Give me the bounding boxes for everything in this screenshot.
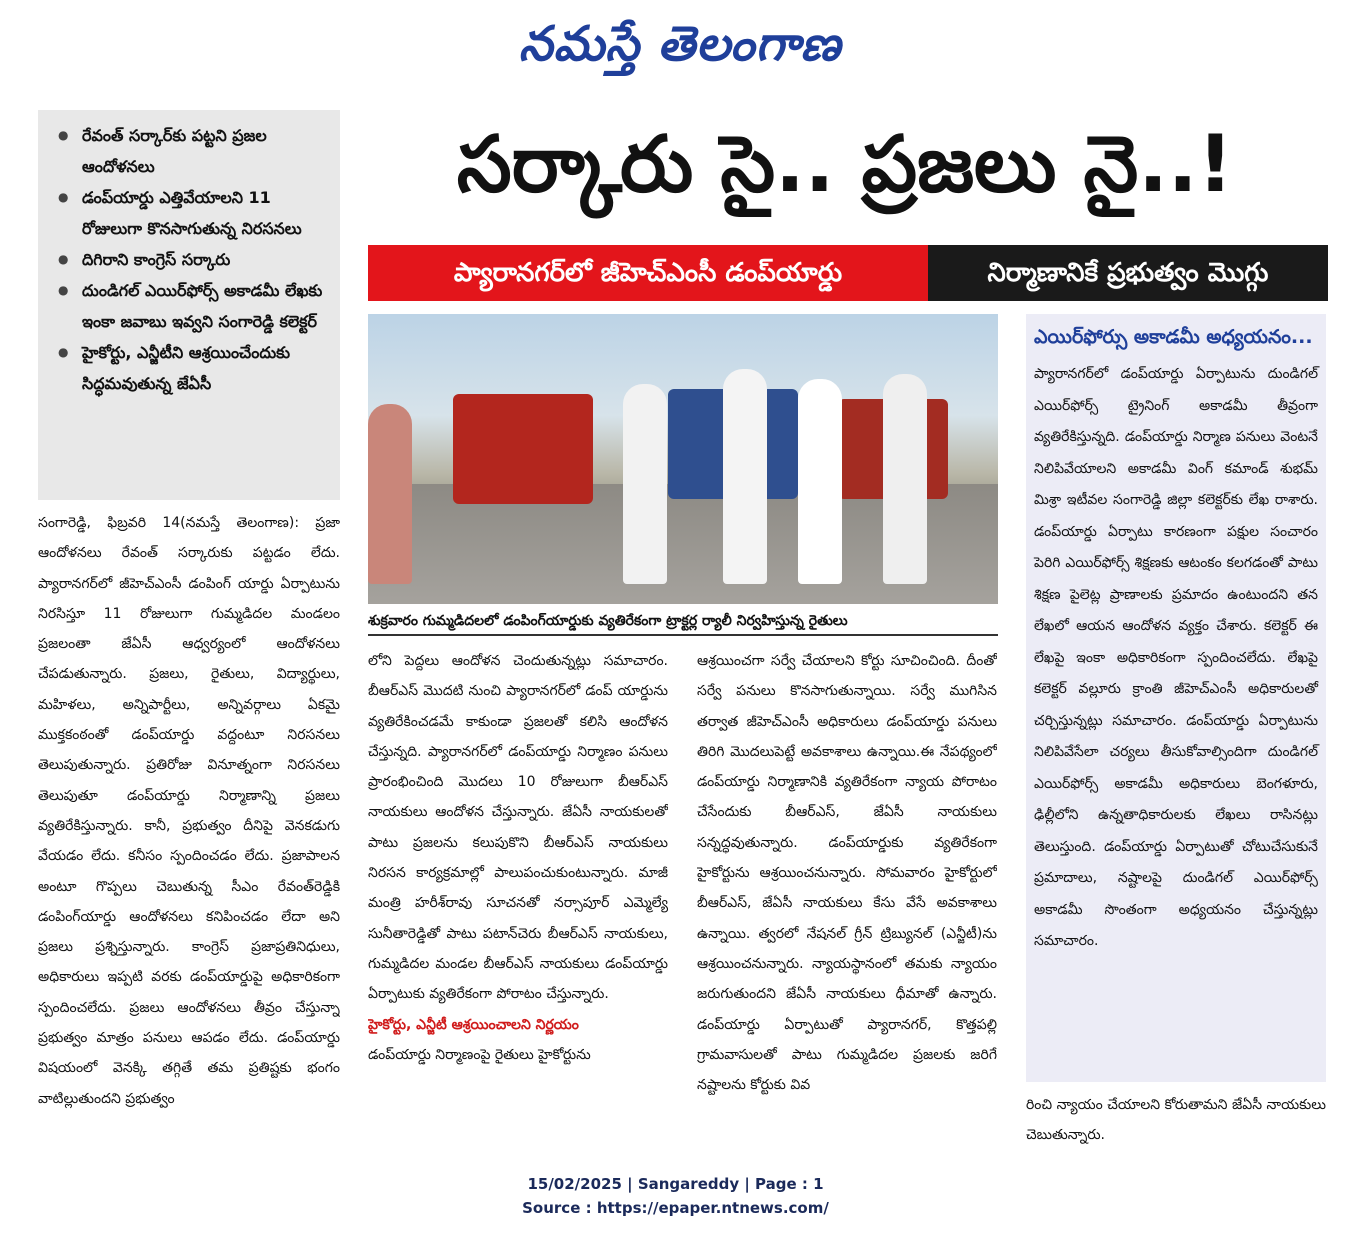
highlight-item: ● హైకోర్టు, ఎన్జీటీని ఆశ్రయించేందుకు సిద్ధమవుతున్న జేఏసీ bbox=[52, 337, 332, 399]
subheadline-banner bbox=[368, 245, 1328, 301]
subheadline-black: నిర్మాణానికే ప్రభుత్వం మొగ్గు bbox=[928, 245, 1328, 301]
sidebar-body: ప్యారానగర్‌లో డంప్‌యార్డు ఏర్పాటును దుండిగల్ ఎయిర్‌ఫోర్స్ ట్రైనింగ్ అకాడమీ తీవ్రంగా వ్యతిరేకిస్తున్నది. డంప్‌యార్డు నిర్మాణ పనులు వెంటనే నిలిపివేయాలని అకాడమీ వింగ్ కమాండ్ శుభమ్ మిశ్రా ఇటీవల సంగారెడ్డి జిల్లా కలెక్టర్‌కు లేఖ రాశారు. డంప్‌యార్డు ఏర్పాటు కారణంగా పక్షుల సంచారం పెరిగి ఎయిర్‌ఫోర్స్ శిక్షణకు ఆటంకం కలగడంతో పాటు శిక్షణ పైలెట్ల ప్రాణాలకు ప్రమాదం ఉంటుందని తన లేఖలో ఆయన ఆందోళన వ్యక్తం చేశారు. కలెక్టర్ ఈ లేఖపై ఇంకా అధికారికంగా స్పందించలేదు. లేఖపై కలెక్టర్ వల్లూరు క్రాంతి జీహెచ్‌ఎంసీ అధికారులతో చర్చిస్తున్నట్లు సమాచారం. డంప్‌యార్డు ఏర్పాటును నిలిపివేసేలా చర్యలు తీసుకోవాల్సిందిగా దుండిగల్ ఎయిర్‌ఫోర్స్ అకాడమీ అధికారులు బెంగళూరు, ఢిల్లీలోని ఉన్నతాధికారులకు లేఖలు రాసినట్లు తెలుస్తుంది. డంప్‌యార్డు ఏర్పాటుతో చోటుచేసుకునే ప్రమాదాలు, నష్టాలపై దుండిగల్ ఎయిర్‌ఫోర్స్ అకాడమీ సొంతంగా అధ్యయనం చేస్తున్నట్లు సమాచారం. bbox=[1034, 366, 1318, 949]
highlight-item: ● రేవంత్ సర్కార్‌కు పట్టని ప్రజల ఆందోళనలు bbox=[52, 120, 332, 182]
article-column-1: సంగారెడ్డి, ఫిబ్రవరి 14(నమస్తే తెలంగాణ): ప్రజా ఆందోళనలు రేవంత్ సర్కారుకు పట్టడం లేదు. ప్యారానగర్‌లో జీహెచ్‌ఎంసీ డంపింగ్ యార్డు ఏర్పాటును నిరసిస్తూ 11 రోజులుగా గుమ్మడిదల మండలం ప్రజలంతా జేఏసీ ఆధ్వర్యంలో ఆందోళనలు చేపడుతున్నారు. ప్రజలు, రైతులు, విద్యార్థులు, మహిళలు, అన్నిపార్టీలు, అన్నివర్గాలు ఏకమై ముక్తకంఠంతో డంప్‌యార్డు వద్దంటూ నిరసనలు తెలుపుతున్నారు. ప్రతిరోజు వినూత్నంగా నిరసనలు తెలుపుతూ డంప్‌యార్డు నిర్మాణాన్ని ప్రజలు వ్యతిరేకిస్తున్నారు. కానీ, ప్రభుత్వం దీనిపై వెనకడుగు వేయడం లేదు. కనీసం స్పందించడం లేదు. ప్రజాపాలన అంటూ గొప్పలు చెబుతున్న సీఎం రేవంత్‌రెడ్డికి డంపింగ్‌యార్డు ఆందోళనలు కనిపించడం లేదా అని ప్రజలు ప్రశ్నిస్తున్నారు. కాంగ్రెస్ ప్రజాప్రతినిధులు, అధికారులు ఇప్పటి వరకు డంప్‌యార్డుపై అధికారికంగా స్పందించలేదు. ప్రజలు ఆందోళనలు తీవ్రం చేస్తున్నా ప్రభుత్వం మాత్రం పనులు ఆపడం లేదు. డంప్‌యార్డు విషయంలో వెనక్కి తగ్గితే తమ ప్రతిష్టకు భంగం వాటిల్లుతుందని ప్రభుత్వం bbox=[38, 515, 340, 1107]
sidebar-title: ఎయిర్‌ఫోర్సు అకాడమీ అధ్యయనం... bbox=[1034, 326, 1313, 348]
footer-source-link[interactable]: Source : https://epaper.ntnews.com/ bbox=[522, 1199, 829, 1217]
article-column-2-tail: డంప్‌యార్డు నిర్మాణంపై రైతులు హైకోర్టును bbox=[368, 1046, 591, 1063]
article-column-4: రించి న్యాయం చేయాలని కోరుతామని జేఏసీ నాయకులు చెబుతున్నారు. bbox=[1026, 1097, 1326, 1144]
article-column-3: ఆశ్రయించగా సర్వే చేయాలని కోర్టు సూచించింది. దీంతో సర్వే పనులు కొనసాగుతున్నాయి. సర్వే ముగిసిన తర్వాత జీహెచ్‌ఎంసీ అధికారులు డంప్‌యార్డు పనులు తిరిగి మొదలుపెట్టే అవకాశాలు ఉన్నాయి.ఈ నేపథ్యంలో డంప్‌యార్డు నిర్మాణానికి వ్యతిరేకంగా న్యాయ పోరాటం చేసేందుకు బీఆర్‌ఎస్, జేఏసీ నాయకులు సన్నద్ధవుతున్నారు. డంప్‌యార్డుకు వ్యతిరేకంగా హైకోర్టును ఆశ్రయించనున్నారు. సోమవారం హైకోర్టులో బీఆర్‌ఎస్, జేఏసీ నాయకులు కేసు వేసే అవకాశాలు ఉన్నాయి. త్వరలో నేషనల్ గ్రీన్ ట్రిబ్యునల్ (ఎన్జీటీ)ను ఆశ్రయించనున్నారు. న్యాయస్థానంలో తమకు న్యాయం జరుగుతుందని జేఏసీ నాయకులు ధీమాతో ఉన్నారు. డంప్‌యార్డు ఏర్పాటుతో ప్యారానగర్, కొత్తపల్లి గ్రామవాసులతో పాటు గుమ్మడిదల ప్రజలకు జరిగే నష్టాలను కోర్టుకు వివ bbox=[697, 653, 997, 1094]
headline: సర్కారు సై.. ప్రజలు నై..! bbox=[456, 120, 1234, 210]
photo-person bbox=[883, 374, 927, 584]
photo-person bbox=[623, 384, 667, 584]
highlight-item: ● డంప్‌యార్డు ఎత్తివేయాలని 11 రోజులుగా కొనసాగుతున్న నిరసనలు bbox=[52, 182, 332, 244]
highlight-item: ● దిగిరాని కాంగ్రెస్ సర్కారు bbox=[52, 244, 332, 275]
page-footer bbox=[0, 1172, 1351, 1220]
highlights-box bbox=[38, 110, 340, 500]
article-subheading: హైకోర్టు, ఎన్జీటీ ఆశ్రయించాలని నిర్ణయం bbox=[368, 1016, 579, 1033]
highlight-item: ● దుండిగల్ ఎయిర్‌ఫోర్స్ అకాడమీ లేఖకు ఇంకా జవాబు ఇవ్వని సంగారెడ్డి కలెక్టర్ bbox=[52, 275, 332, 337]
article-column-2-text: లోని పెద్దలు ఆందోళన చెందుతున్నట్లు సమాచారం. బీఆర్‌ఎస్ మొదటి నుంచి ప్యారానగర్‌లో డంప్ యార్డును వ్యతిరేకించడమే కాకుండా ప్రజలతో కలిసి ఆందోళన చేస్తున్నది. ప్యారానగర్‌లో డంప్‌యార్డు నిర్మాణం పనులు ప్రారంభించింది మొదలు 10 రోజులుగా బీఆర్‌ఎస్ నాయకులు ఆందోళన చేస్తున్నారు. జేఏసీ నాయకులతో పాటు ప్రజలను కలుపుకొని బీఆర్‌ఎస్ నాయకులు నిరసన కార్యక్రమాల్లో పాలుపంచుకుంటున్నారు. మాజీ మంత్రి హరీశ్‌రావు సూచనతో నర్సాపూర్ ఎమ్మెల్యే సునీతారెడ్డితో పాటు పటాన్‌చెరు బీఆర్‌ఎస్ నాయకులు, గుమ్మడిదల మండల బీఆర్‌ఎస్ నాయకులు డంప్‌యార్డు ఏర్పాటుకు వ్యతిరేకంగా పోరాటం చేస్తున్నారు. bbox=[368, 653, 668, 1003]
footer-date-line: 15/02/2025 | Sangareddy | Page : 1 bbox=[527, 1175, 824, 1193]
photo-person bbox=[723, 369, 767, 584]
sidebar-box bbox=[1026, 314, 1326, 1082]
photo-tractor bbox=[453, 394, 593, 504]
article-column-2 bbox=[368, 646, 668, 1148]
subheadline-red: ప్యారానగర్‌లో జీహెచ్‌ఎంసీ డంప్‌యార్డు bbox=[368, 245, 928, 301]
newspaper-masthead: నమస్తే తెలంగాణ bbox=[518, 16, 842, 72]
photo-caption: శుక్రవారం గుమ్మడిదలలో డంపింగ్‌యార్డుకు వ్యతిరేకంగా ట్రాక్టర్ల ర్యాలీ నిర్వహిస్తున్న రైతులు bbox=[368, 606, 998, 636]
news-photo bbox=[368, 314, 998, 604]
photo-person bbox=[368, 404, 412, 584]
photo-person bbox=[798, 379, 842, 584]
